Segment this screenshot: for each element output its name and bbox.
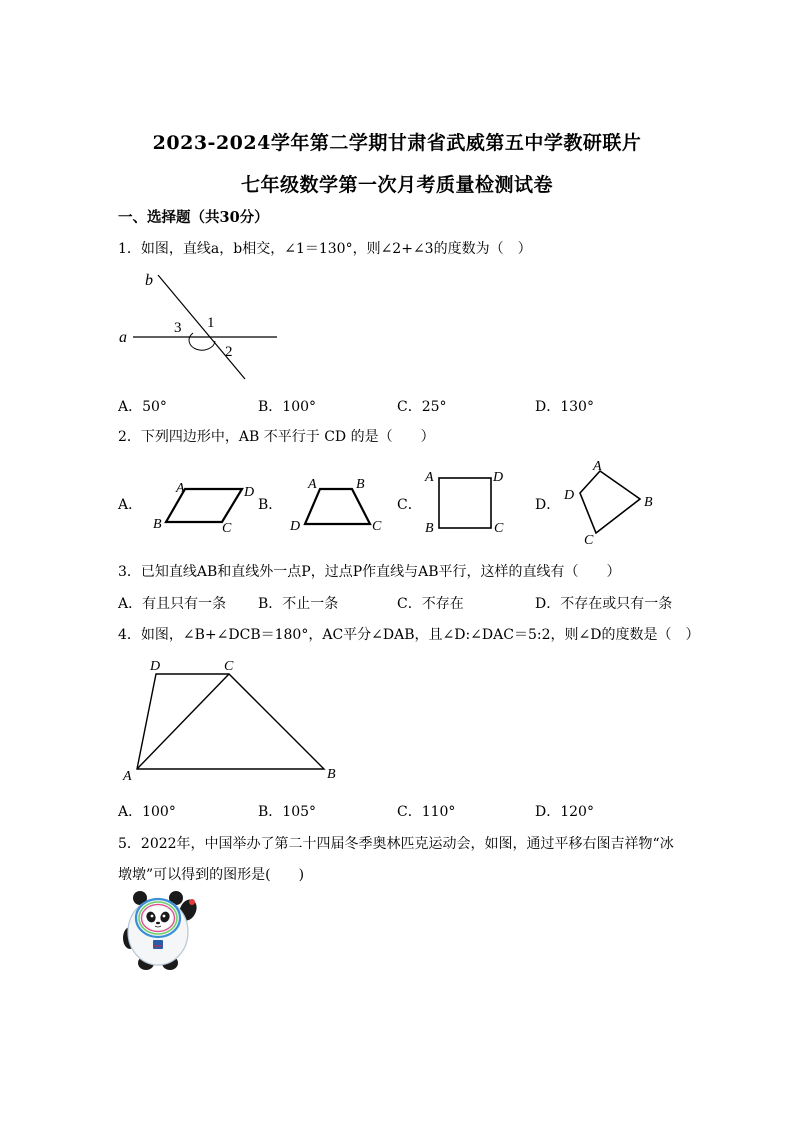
q2-option-a[interactable]: A．	[118, 497, 143, 513]
q1-option-d[interactable]: D．130°	[535, 399, 594, 415]
q2-figure-d-rotated-square	[560, 458, 660, 548]
angle-1-label: 1	[207, 315, 215, 331]
section-heading-choice: 一、选择题（共30分）	[118, 209, 269, 226]
q4-option-a[interactable]: A．100°	[118, 804, 176, 820]
label-b: b	[145, 272, 153, 289]
q1-figure	[115, 265, 295, 385]
fig-d-label-a: A	[593, 459, 602, 474]
q3-option-a[interactable]: A．有且只有一条	[118, 596, 227, 612]
label-a: a	[119, 329, 127, 346]
q2-option-c[interactable]: C．	[397, 497, 422, 513]
q4-stem: 4．如图，∠B+∠DCB＝180°，AC平分∠DAB，且∠D:∠DAC＝5:2，则∠D的度数是（ ）	[118, 627, 700, 643]
angle-arc	[189, 333, 215, 350]
q2-figure-b-trapezoid	[288, 474, 388, 534]
q2-figure-a-parallelogram	[150, 478, 260, 534]
fig-d-label-d: D	[564, 488, 575, 503]
q4-option-b[interactable]: B．105°	[258, 804, 317, 820]
q2-option-d[interactable]: D．	[535, 497, 561, 513]
fig-b-label-c: C	[372, 519, 382, 534]
diagonal-ac	[137, 674, 229, 769]
q2-figure-c-square	[422, 466, 512, 536]
q3-option-b[interactable]: B．不止一条	[258, 596, 339, 612]
fig-c-label-d: D	[493, 470, 504, 485]
q4-label-a: A	[123, 769, 132, 784]
q3-option-d[interactable]: D．不存在或只有一条	[535, 596, 673, 612]
q4-figure	[118, 652, 348, 787]
fig-b-label-a: A	[308, 477, 317, 492]
q2-stem: 2．下列四边形中，AB 不平行于 CD 的是（ ）	[118, 429, 435, 445]
q1-stem: 1．如图，直线a，b相交，∠1＝130°，则∠2+∠3的度数为（ ）	[118, 241, 532, 257]
exam-title-line1: 2023-2024学年第二学期甘肃省武威第五中学教研联片	[152, 132, 642, 154]
q4-label-b: B	[327, 767, 336, 782]
exam-title-line2: 七年级数学第一次月考质量检测试卷	[240, 174, 553, 196]
fig-d-label-b: B	[644, 495, 653, 510]
fig-b-label-d: D	[290, 519, 301, 534]
line-b	[158, 275, 245, 379]
fig-d-label-c: C	[584, 533, 594, 548]
q3-stem: 3．已知直线AB和直线外一点P，过点P作直线与AB平行，这样的直线有（ ）	[118, 564, 621, 580]
fig-a-label-b: B	[153, 517, 162, 532]
angle-3-label: 3	[174, 320, 182, 336]
q1-option-a[interactable]: A．50°	[118, 399, 167, 415]
fig-a-label-c: C	[222, 521, 232, 534]
q4-option-d[interactable]: D．120°	[535, 804, 594, 820]
q4-label-d: D	[150, 659, 161, 674]
fig-c-label-c: C	[494, 521, 504, 536]
fig-a-label-a: A	[176, 481, 185, 496]
q5-stem-line1: 5．2022年，中国举办了第二十四届冬季奥林匹克运动会，如图，通过平移右图吉祥物“冰	[118, 836, 674, 852]
q1-option-b[interactable]: B．100°	[258, 399, 317, 415]
q3-option-c[interactable]: C．不存在	[397, 596, 464, 612]
fig-c-label-a: A	[425, 470, 434, 485]
q4-option-c[interactable]: C．110°	[397, 804, 456, 820]
panda-mascot-icon	[118, 888, 202, 972]
q5-stem-line2: 墩墩”可以得到的图形是( )	[118, 867, 305, 883]
q4-label-c: C	[224, 659, 234, 674]
q2-option-b[interactable]: B．	[258, 497, 283, 513]
angle-2-label: 2	[225, 344, 233, 360]
q1-option-c[interactable]: C．25°	[397, 399, 447, 415]
fig-c-label-b: B	[425, 521, 434, 536]
fig-b-label-b: B	[356, 477, 365, 492]
fig-a-label-d: D	[244, 485, 255, 500]
